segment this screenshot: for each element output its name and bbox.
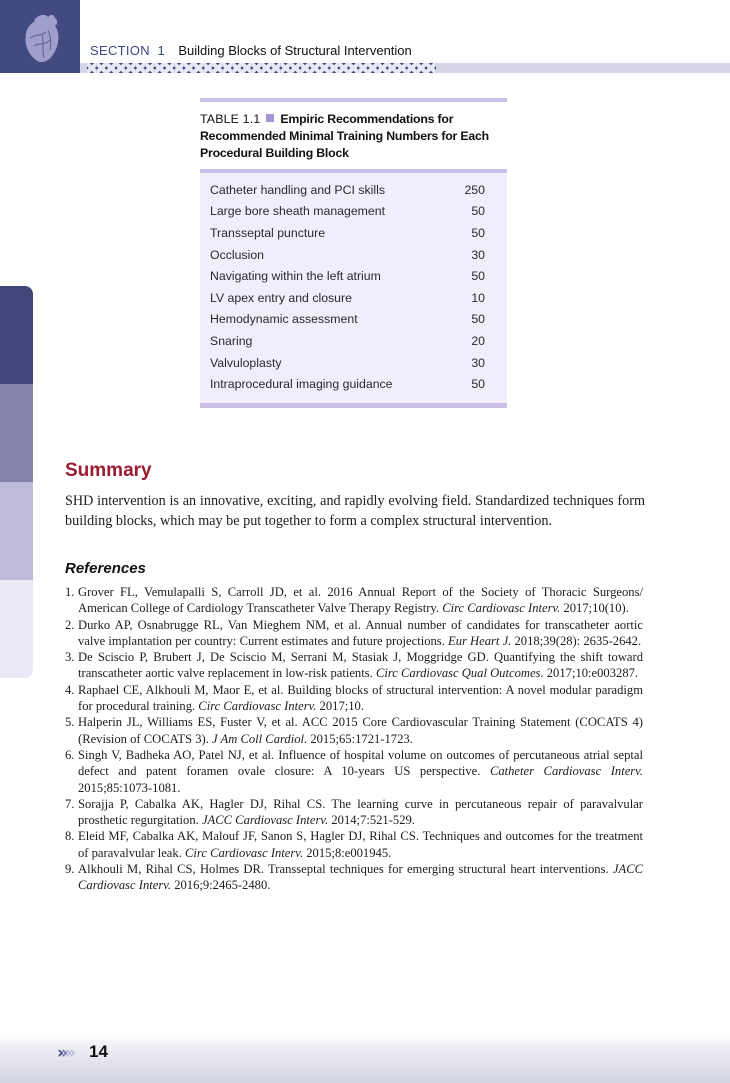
table-row [200, 201, 507, 223]
summary-paragraph: SHD intervention is an innovative, exciting, and rapidly evolving field. Standardized techniques form building blocks, which may be put together to form a complex structural intervention. [65, 493, 645, 529]
section-number: 1 [157, 43, 165, 58]
page-number: 14 [89, 1042, 108, 1061]
section-title: Building Blocks of Structural Intervention [178, 43, 412, 58]
reference-item: 2. Durko AP, Osnabrugge RL, Van Mieghem NM, et al. Annual number of candidates for transcatheter aortic valve implantation per country: Current estimates and future projections. Eur Heart J. 2018;39(28): 2635-2642. [65, 617, 643, 648]
reference-item: 5. Halperin JL, Williams ES, Fuster V, et al. ACC 2015 Core Cardiovascular Training Statement (COCATS 4) (Revision of COCATS 3). J Am Coll Cardiol. 2015;65:1721-1723. [65, 715, 643, 746]
table-row [200, 244, 507, 266]
number-cell: 20 [471, 333, 485, 348]
training-numbers-table [200, 98, 507, 408]
table-row [200, 179, 507, 201]
section-header-block [0, 0, 80, 73]
skill-cell: Valvuloplasty [210, 355, 282, 370]
number-cell: 10 [471, 290, 485, 305]
number-cell: 50 [471, 225, 485, 240]
diamond-pattern-strip [87, 63, 436, 73]
skill-cell: Transseptal puncture [210, 225, 326, 240]
side-tab-segment-1 [0, 286, 33, 384]
reference-item: 9. Alkhouli M, Rihal CS, Holmes DR. Transseptal techniques for emerging structural heart interventions. JACC Cardiovasc Interv. 2016;9:2465-2480. [65, 862, 643, 893]
summary-heading: Summary [65, 460, 152, 481]
skill-cell: Snaring [210, 333, 253, 348]
table-row [200, 309, 507, 331]
square-bullet-icon [266, 114, 274, 122]
number-cell: 50 [471, 312, 485, 327]
skill-cell: Navigating within the left atrium [210, 269, 381, 284]
reference-item: 1. Grover FL, Vemulapalli S, Carroll JD, et al. 2016 Annual Report of the Society of Thoracic Surgeons/ American College of Cardiology Transcatheter Valve Therapy Registry. Circ Cardiovasc Interv. 2017;10(10). [65, 585, 643, 616]
table-caption [200, 102, 507, 169]
table-row [200, 265, 507, 287]
heart-icon [22, 12, 62, 64]
reference-item: 4. Raphael CE, Alkhouli M, Maor E, et al. Building blocks of structural intervention: A novel modular paradigm for procedural training. Circ Cardiovasc Interv. 2017;10. [65, 682, 643, 714]
table-row [200, 373, 507, 395]
table-row [200, 352, 507, 374]
number-cell: 250 [464, 182, 485, 197]
number-cell: 50 [471, 204, 485, 219]
table-body [200, 173, 507, 403]
reference-item: 3. De Sciscio P, Brubert J, De Sciscio M, Serrani M, Stasiak J, Moggridge GD. Quantifying the shift toward transcatheter aortic valve replacement in low-risk patients. Circ Cardiovasc Qual Outcomes. 2017;10:e003287. [65, 650, 643, 681]
reference-item: 8. Eleid MF, Cabalka AK, Malouf JF, Sanon S, Hagler DJ, Rihal CS. Techniques and outcomes for the treatment of paravalvular leak. Circ Cardiovasc Interv. 2015;8:e001945. [65, 829, 643, 860]
triple-chevron-icon: »»» [57, 1043, 69, 1063]
skill-cell: LV apex entry and closure [210, 290, 352, 305]
number-cell: 50 [471, 269, 485, 284]
section-label: SECTION [90, 43, 150, 58]
skill-cell: Catheter handling and PCI skills [210, 182, 385, 197]
number-cell: 30 [471, 247, 485, 262]
references-list [65, 584, 643, 894]
side-tab-segment-3 [0, 482, 33, 580]
table-label: TABLE 1.1 [200, 112, 261, 126]
skill-cell: Hemodynamic assessment [210, 312, 358, 327]
number-cell: 30 [471, 355, 485, 370]
number-cell: 50 [471, 377, 485, 392]
reference-item: 7. Sorajja P, Cabalka AK, Hagler DJ, Rihal CS. The learning curve in percutaneous repair of paravalvular prosthetic regurgitation. JACC Cardiovasc Interv. 2014;7:521-529. [65, 796, 643, 828]
page-footer [0, 1035, 730, 1083]
table-row [200, 222, 507, 244]
side-tab-segment-4 [0, 580, 33, 678]
references-heading: References [65, 560, 146, 577]
skill-cell: Intraprocedural imaging guidance [210, 377, 393, 392]
running-header [90, 43, 412, 58]
table-row [200, 330, 507, 352]
chapter-side-tab [0, 286, 33, 678]
reference-item: 6. Singh V, Badheka AO, Patel NJ, et al. Influence of hospital volume on outcomes of percutaneous atrial septal defect and patent foramen ovale closure: A 10-years US perspective. Catheter Cardiovasc Interv. 2015;85:1073-1081. [65, 747, 643, 795]
table-caption-text: Empiric Recommendations for Recommended Minimal Training Numbers for Each Procedural Building Block [200, 112, 489, 160]
table-row [200, 287, 507, 309]
skill-cell: Occlusion [210, 247, 264, 262]
skill-cell: Large bore sheath management [210, 204, 386, 219]
table-bottom-rule [200, 403, 507, 408]
side-tab-segment-2 [0, 384, 33, 482]
